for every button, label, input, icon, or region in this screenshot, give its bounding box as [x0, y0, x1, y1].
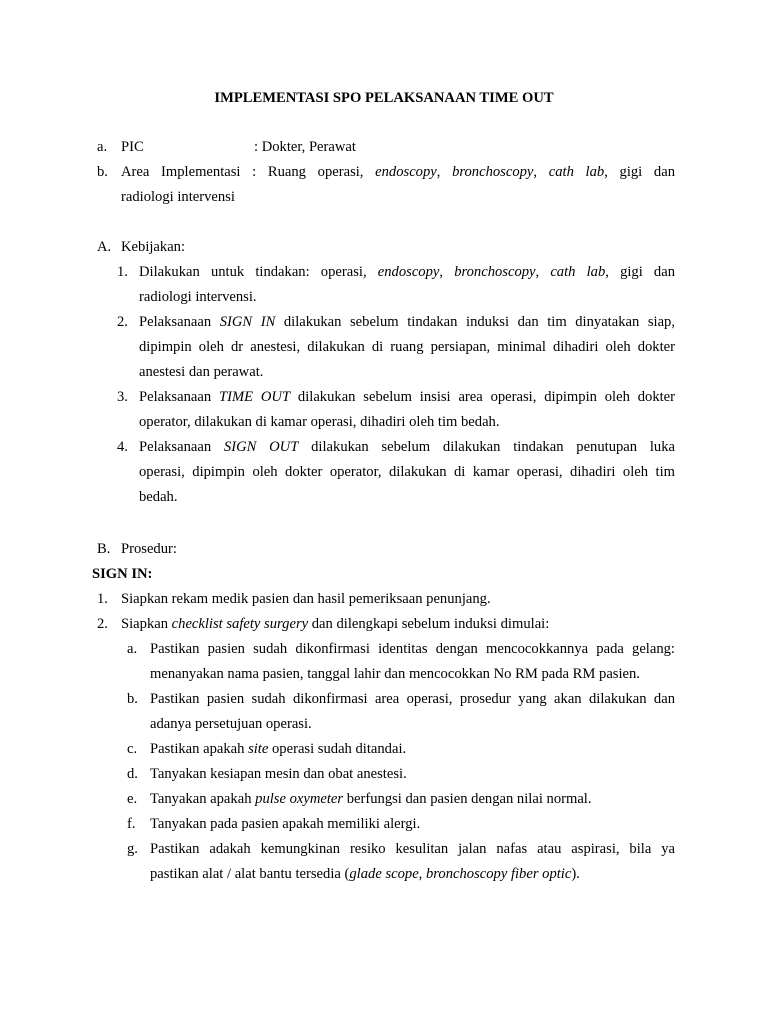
step-1-marker: 1. [97, 591, 108, 607]
sub-text: Tanyakan apakah [150, 791, 256, 807]
kebijakan-heading: Kebijakan: [121, 239, 186, 255]
info-b-text: , [436, 164, 453, 180]
sub-g-line-2 [150, 862, 580, 887]
sub-text: operasi sudah ditandai. [268, 741, 407, 757]
item-text: , gigi dan [605, 264, 675, 280]
kebijakan-item-1-marker: 1. [117, 264, 128, 280]
step-text: Siapkan [121, 616, 172, 632]
kebijakan-item-4-line-2: operasi, dipimpin oleh dokter operator, dilakukan di kamar operasi, dihadiri oleh tim [139, 464, 675, 480]
info-b-italic: bronchoscopy [452, 164, 534, 180]
sub-d-text: Tanyakan kesiapan mesin dan obat anestesi. [150, 766, 407, 782]
step-1-text: Siapkan rekam medik pasien dan hasil pemeriksaan penunjang. [121, 591, 491, 607]
item-italic: SIGN IN [219, 314, 276, 330]
step-text: dan dilengkapi sebelum induksi dimulai: [308, 616, 550, 632]
sub-italic: glade scope, bronchoscopy fiber optic [349, 866, 572, 882]
sub-a-line-2: menanyakan nama pasien, tanggal lahir dan mencocokkan No RM pada RM pasien. [150, 666, 640, 682]
kebijakan-item-1-line-2: radiologi intervensi. [139, 289, 257, 305]
sub-c-marker: c. [127, 741, 138, 757]
item-text: , [439, 264, 455, 280]
sub-italic: pulse oxymeter [255, 791, 344, 807]
item-text: Pelaksanaan [139, 389, 219, 405]
item-text: dilakukan sebelum dilakukan tindakan penutupan luka [298, 439, 675, 455]
kebijakan-marker: A. [97, 239, 112, 255]
item-text: , [535, 264, 551, 280]
step-2-marker: 2. [97, 616, 108, 632]
kebijakan-item-4-line-1 [139, 435, 675, 460]
sub-a-line-1: Pastikan pasien sudah dikonfirmasi identitas dengan mencocokkannya pada gelang: [150, 641, 675, 657]
info-b-text: , gigi dan [604, 164, 675, 180]
sub-italic: site [248, 741, 269, 757]
sub-b-line-2: adanya persetujuan operasi. [150, 716, 312, 732]
item-italic: endoscopy [377, 264, 440, 280]
sub-text: pastikan alat / alat bantu tersedia ( [150, 866, 350, 882]
sub-a-marker: a. [127, 641, 138, 657]
info-a-value: : Dokter, Perawat [254, 139, 356, 155]
kebijakan-item-4-line-3: bedah. [139, 489, 178, 505]
kebijakan-item-2-line-3: anestesi dan perawat. [139, 364, 264, 380]
sub-text: Pastikan apakah [150, 741, 249, 757]
item-text: dilakukan sebelum insisi area operasi, dipimpin oleh dokter [290, 389, 676, 405]
sub-g-marker: g. [127, 841, 138, 857]
info-a-marker: a. [97, 139, 108, 155]
info-b-text: Area Implementasi : Ruang operasi, [121, 164, 376, 180]
step-italic: checklist safety surgery [171, 616, 309, 632]
sub-b-line-1: Pastikan pasien sudah dikonfirmasi area operasi, prosedur yang akan dilakukan dan [150, 691, 675, 707]
kebijakan-item-4-marker: 4. [117, 439, 128, 455]
info-b-marker: b. [97, 164, 108, 180]
sub-c-text [150, 737, 406, 762]
kebijakan-item-2-line-2: dipimpin oleh dr anestesi, dilakukan di ruang persiapan, minimal dihadiri oleh dokter [139, 339, 675, 355]
page-title: IMPLEMENTASI SPO PELAKSANAAN TIME OUT [214, 90, 554, 106]
sub-e-marker: e. [127, 791, 138, 807]
sub-d-marker: d. [127, 766, 138, 782]
kebijakan-item-2-line-1 [139, 310, 675, 335]
sub-text: ). [571, 866, 580, 882]
item-italic: bronchoscopy [454, 264, 536, 280]
info-b-line-1 [121, 160, 675, 185]
sub-text: berfungsi dan pasien dengan nilai normal. [343, 791, 592, 807]
item-italic: cath lab [550, 264, 606, 280]
sub-f-text: Tanyakan pada pasien apakah memiliki alergi. [150, 816, 421, 832]
item-text: dilakukan sebelum tindakan induksi dan tim dinyatakan siap, [275, 314, 675, 330]
kebijakan-item-3-line-2: operator, dilakukan di kamar operasi, dihadiri oleh tim bedah. [139, 414, 500, 430]
item-text: Dilakukan untuk tindakan: operasi, [139, 264, 378, 280]
signin-heading: SIGN IN: [92, 566, 153, 582]
info-b-line-2: radiologi intervensi [121, 189, 235, 205]
kebijakan-item-2-marker: 2. [117, 314, 128, 330]
item-text: Pelaksanaan [139, 314, 220, 330]
kebijakan-item-1-line-1 [139, 260, 675, 285]
prosedur-heading: Prosedur: [121, 541, 177, 557]
sub-g-line-1: Pastikan adakah kemungkinan resiko kesulitan jalan nafas atau aspirasi, bila ya [150, 841, 675, 857]
item-italic: TIME OUT [218, 389, 291, 405]
kebijakan-item-3-marker: 3. [117, 389, 128, 405]
info-b-italic: endoscopy [375, 164, 437, 180]
step-2-text [121, 612, 549, 637]
sub-b-marker: b. [127, 691, 138, 707]
info-b-text: , [533, 164, 549, 180]
info-b-italic: cath lab [548, 164, 605, 180]
prosedur-marker: B. [97, 541, 111, 557]
item-text: Pelaksanaan [139, 439, 224, 455]
item-italic: SIGN OUT [223, 439, 299, 455]
info-a-label: PIC [121, 139, 144, 155]
kebijakan-item-3-line-1 [139, 385, 675, 410]
sub-e-text [150, 787, 592, 812]
sub-f-marker: f. [127, 816, 136, 832]
